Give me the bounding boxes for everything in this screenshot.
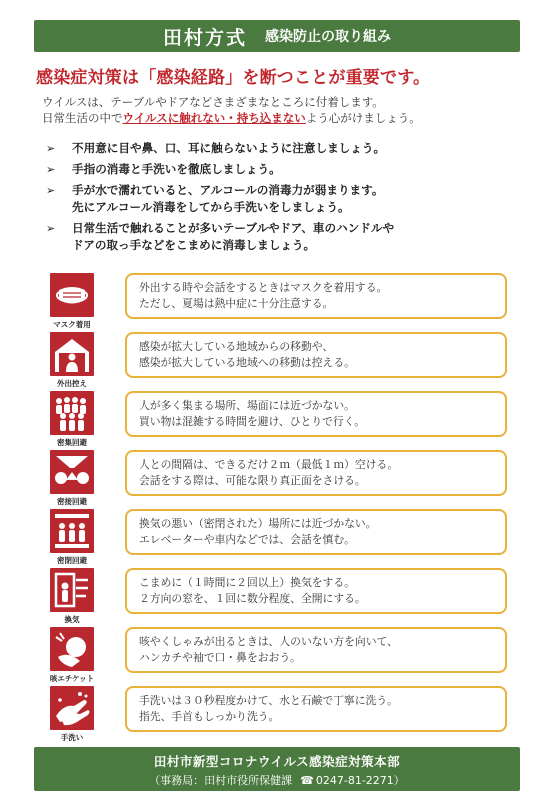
arrow-icon: ➢ <box>46 142 56 155</box>
page-title: 田村方式 <box>162 26 247 49</box>
intro-suffix: よう心がけましょう。 <box>305 111 421 125</box>
measure-label: 換気 <box>64 615 80 624</box>
footer-org: 田村市新型コロナウイルス感染症対策本部 <box>153 754 401 769</box>
measure-row-ventilation <box>42 568 516 624</box>
footer-contact <box>34 772 520 788</box>
closed-space-icon <box>50 509 94 553</box>
intro-line-1: ウイルスは、テーブルやドアなどさまざまなところに付着します。 <box>42 95 384 109</box>
measure-row-hand-washing <box>42 686 516 742</box>
tip-item: ➢ 不用意に目や鼻、口、耳に触らないように注意しましょう。 <box>46 141 386 155</box>
mask-icon <box>50 273 94 317</box>
crowd-icon <box>50 391 94 435</box>
measure-text: 手洗いは３０秒程度かけて、水と石鹸で丁寧に洗う。 指先、手首もしっかり洗う。 <box>125 686 507 732</box>
measure-row-cough-etiquette <box>42 627 516 683</box>
intro-line-2 <box>42 110 522 126</box>
tips-list <box>46 140 516 258</box>
intro-prefix: 日常生活の中で <box>42 111 123 125</box>
measure-text: こまめに（１時間に２回以上）換気をする。 ２方向の窓を、１回に数分程度、全開にする。 <box>125 568 507 614</box>
measure-text: 外出する時や会話をするときはマスクを着用する。 ただし、夏場は熱中症に十分注意する。 <box>125 273 507 319</box>
arrow-icon: ➢ <box>46 184 56 197</box>
measure-label: 密集回避 <box>57 438 87 447</box>
tip-item: ➢ 手指の消毒と手洗いを徹底しましょう。 <box>46 162 281 176</box>
intro-emphasis: ウイルスに触れない・持ち込まない <box>122 111 306 125</box>
title-banner <box>34 20 520 52</box>
measure-row-closed-space <box>42 509 516 565</box>
footer-phone: 0247-81-2271） <box>315 774 405 787</box>
measure-label: 密閉回避 <box>57 556 87 565</box>
close-contact-icon <box>50 450 94 494</box>
cough-etiquette-icon <box>50 627 94 671</box>
arrow-icon: ➢ <box>46 163 56 176</box>
measure-label: 外出控え <box>57 379 87 388</box>
measure-label: 咳エチケット <box>49 674 95 683</box>
measure-text: 感染が拡大している地域からの移動や、 感染が拡大している地域への移動は控える。 <box>125 332 507 378</box>
ventilation-icon <box>50 568 94 612</box>
measure-label: 密接回避 <box>57 497 87 506</box>
page-subtitle: 感染防止の取り組み <box>265 29 391 45</box>
measure-text: 人が多く集まる場所、場面には近づかない。 買い物は混雑する時間を避け、ひとりで行く。 <box>125 391 507 437</box>
stay-home-icon <box>50 332 94 376</box>
measure-row-stay-home <box>42 332 516 388</box>
arrow-icon: ➢ <box>46 222 56 235</box>
measure-row-close-contact <box>42 450 516 506</box>
measure-text: 換気の悪い（密閉された）場所には近づかない。 エレベーターや車内などでは、会話を慎む。 <box>125 509 507 555</box>
footer-office: （事務局：田村市役所保健課 <box>149 774 293 787</box>
measure-text: 人との間隔は、できるだけ２ｍ（最低１ｍ）空ける。 会話をする際は、可能な限り真正面をさける。 <box>125 450 507 496</box>
phone-icon: ☎ <box>300 774 314 787</box>
measure-text: 咳やくしゃみが出るときは、人のいない方を向いて、 ハンカチや袖で口・鼻をおおう。 <box>125 627 507 673</box>
headline: 感染症対策は「感染経路」を断つことが重要です。 <box>36 68 431 88</box>
measure-row-crowd <box>42 391 516 447</box>
measure-label: マスク着用 <box>53 320 91 329</box>
tip-item: ➢ 日常生活で触れることが多いテーブルやドア、車のハンドルや ドアの取っ手などをこまめに消毒しましょう。 <box>46 221 395 252</box>
footer-banner <box>34 747 520 791</box>
hand-washing-icon <box>50 686 94 730</box>
tip-item: ➢ 手が水で濡れていると、アルコールの消毒力が弱まります。 先にアルコール消毒をしてから手洗いをしましょう。 <box>46 183 384 214</box>
intro-text <box>42 94 522 126</box>
measure-label: 手洗い <box>60 733 84 742</box>
measure-row-mask <box>42 273 516 329</box>
